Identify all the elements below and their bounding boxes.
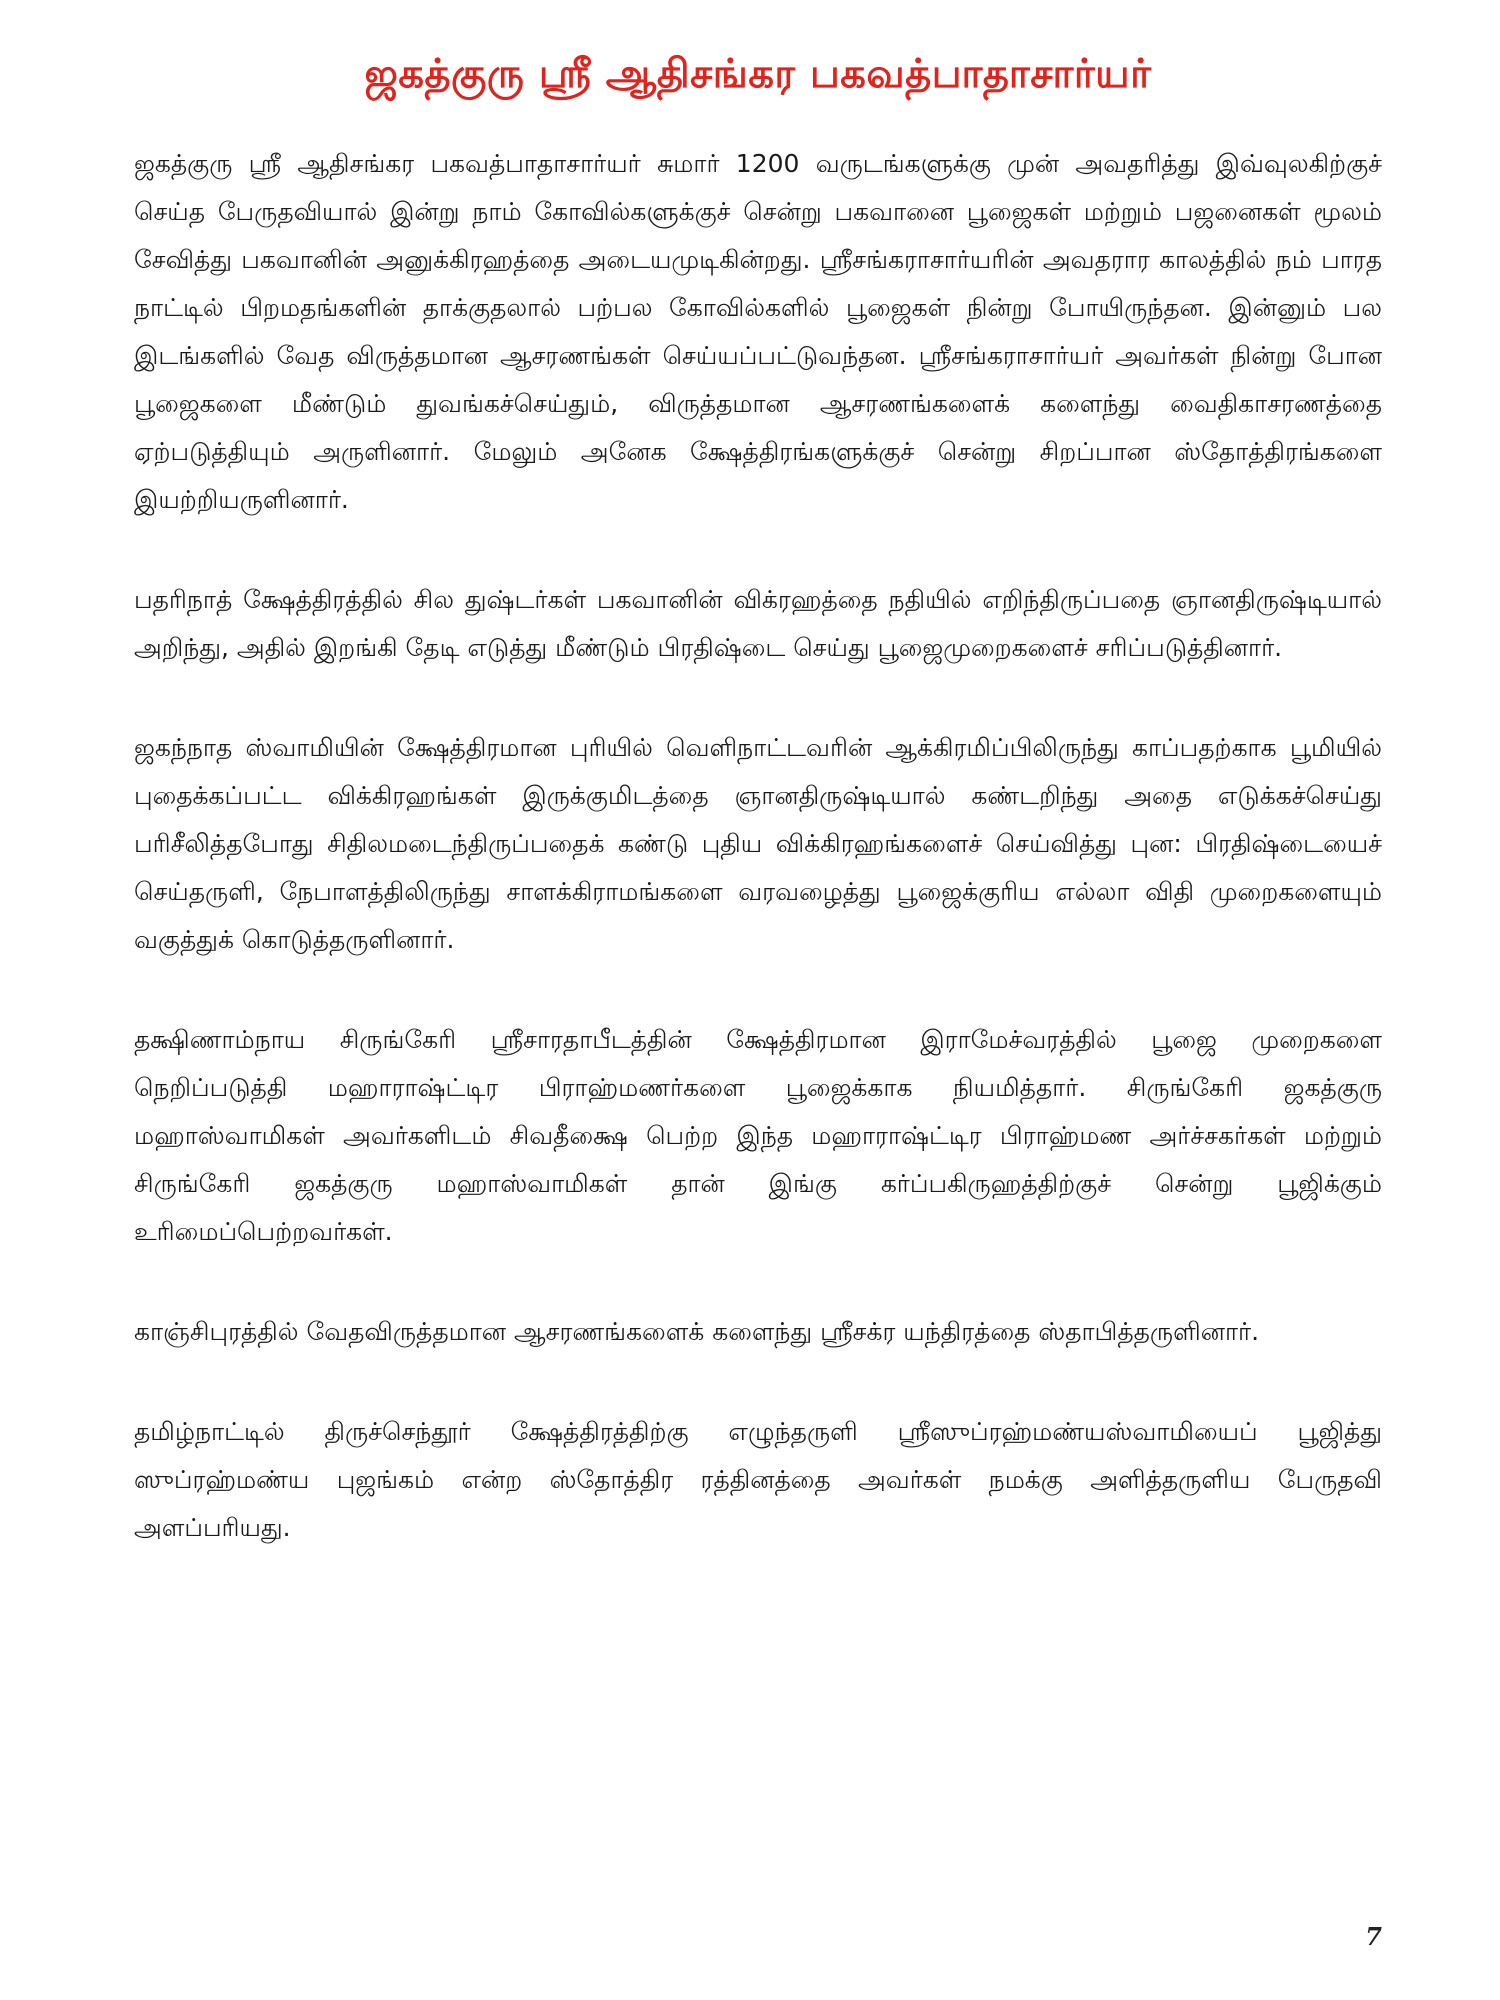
page-number: 7 (1365, 1922, 1382, 1951)
paragraph-kanchipuram: காஞ்சிபுரத்தில் வேதவிருத்தமான ஆசரணங்களைக் களைந்து ஸ்ரீசக்ர யந்திரத்தை ஸ்தாபித்தருளினார். (134, 1317, 1260, 1346)
paragraph-rameswaram: தக்ஷிணாம்நாய சிருங்கேரி ஸ்ரீசாரதாபீடத்தின் க்ஷேத்திரமான இராமேச்வரத்தில் பூஜை முறைகளை நெறிப்படுத்தி மஹாராஷ்ட்டிர பிராஹ்மணர்களை பூஜைக்காக நியமித்தார். சிருங்கேரி ஜகத்குரு மஹாஸ்வாமிகள் அவர்களிடம் சிவதீக்ஷை பெற்ற இந்த மஹாராஷ்ட்டிர பிராஹ்மண அர்ச்சகர்கள் மற்றும் சிருங்கேரி ஜகத்குரு மஹாஸ்வாமிகள் தான் இங்கு கர்ப்பகிருஹத்திற்குச் சென்று பூஜிக்கும் உரிமைப்பெற்றவர்கள். (134, 1025, 1382, 1246)
paragraph-jagannath-puri: ஜகந்நாத ஸ்வாமியின் க்ஷேத்திரமான புரியில் வெளிநாட்டவரின் ஆக்கிரமிப்பிலிருந்து காப்பதற்காக பூமியில் புதைக்கப்பட்ட விக்கிரஹங்கள் இருக்குமிடத்தை ஞானதிருஷ்டியால் கண்டறிந்து அதை எடுக்கச்செய்து பரிசீலித்தபோது சிதிலமடைந்திருப்பதைக் கண்டு புதிய விக்கிரஹங்களைச் செய்வித்து புன: பிரதிஷ்டையைச் செய்தருளி, நேபாளத்திலிருந்து சாளக்கிராமங்களை வரவழைத்து பூஜைக்குரிய எல்லா விதி முறைகளையும் வகுத்துக் கொடுத்தருளினார். (134, 733, 1382, 954)
paragraph-badrinath: பதரிநாத் க்ஷேத்திரத்தில் சில துஷ்டர்கள் பகவானின் விக்ரஹத்தை நதியில் எறிந்திருப்பதை ஞானதிருஷ்டியால் அறிந்து, அதில் இறங்கி தேடி எடுத்து மீண்டும் பிரதிஷ்டை செய்து பூஜைமுறைகளைச் சரிப்படுத்தினார். (134, 585, 1382, 662)
page-title: ஜகத்குரு ஸ்ரீ ஆதிசங்கர பகவத்பாதாசார்யர் (364, 51, 1152, 97)
paragraph-adi-shankara-intro: ஜகத்குரு ஸ்ரீ ஆதிசங்கர பகவத்பாதாசார்யர் சுமார் 1200 வருடங்களுக்கு முன் அவதரித்து இவ்வுலகிற்குச் செய்த பேருதவியால் இன்று நாம் கோவில்களுக்குச் சென்று பகவானை பூஜைகள் மற்றும் பஜனைகள் மூலம் சேவித்து பகவானின் அனுக்கிரஹத்தை அடையமுடிகின்றது. ஸ்ரீசங்கராசார்யரின் அவதரார காலத்தில் நம் பாரத நாட்டில் பிறமதங்களின் தாக்குதலால் பற்பல கோவில்களில் பூஜைகள் நின்று போயிருந்தன. இன்னும் பல இடங்களில் வேத விருத்தமான ஆசரணங்கள் செய்யப்பட்டுவந்தன. ஸ்ரீசங்கராசார்யர் அவர்கள் நின்று போன பூஜைகளை மீண்டும் துவங்கச்செய்தும், விருத்தமான ஆசரணங்களைக் களைந்து வைதிகாசரணத்தை ஏற்படுத்தியும் அருளினார். மேலும் அனேக க்ஷேத்திரங்களுக்குச் சென்று சிறப்பான ஸ்தோத்திரங்களை இயற்றியருளினார். (134, 149, 1382, 514)
body-text (134, 140, 1382, 1552)
paragraph-tiruchendur: தமிழ்நாட்டில் திருச்செந்தூர் க்ஷேத்திரத்திற்கு எழுந்தருளி ஸ்ரீஸுப்ரஹ்மண்யஸ்வாமியைப் பூஜித்து ஸுப்ரஹ்மண்ய புஜங்கம் என்ற ஸ்தோத்திர ரத்தினத்தை அவர்கள் நமக்கு அளித்தருளிய பேருதவி அளப்பரியது. (134, 1417, 1382, 1542)
